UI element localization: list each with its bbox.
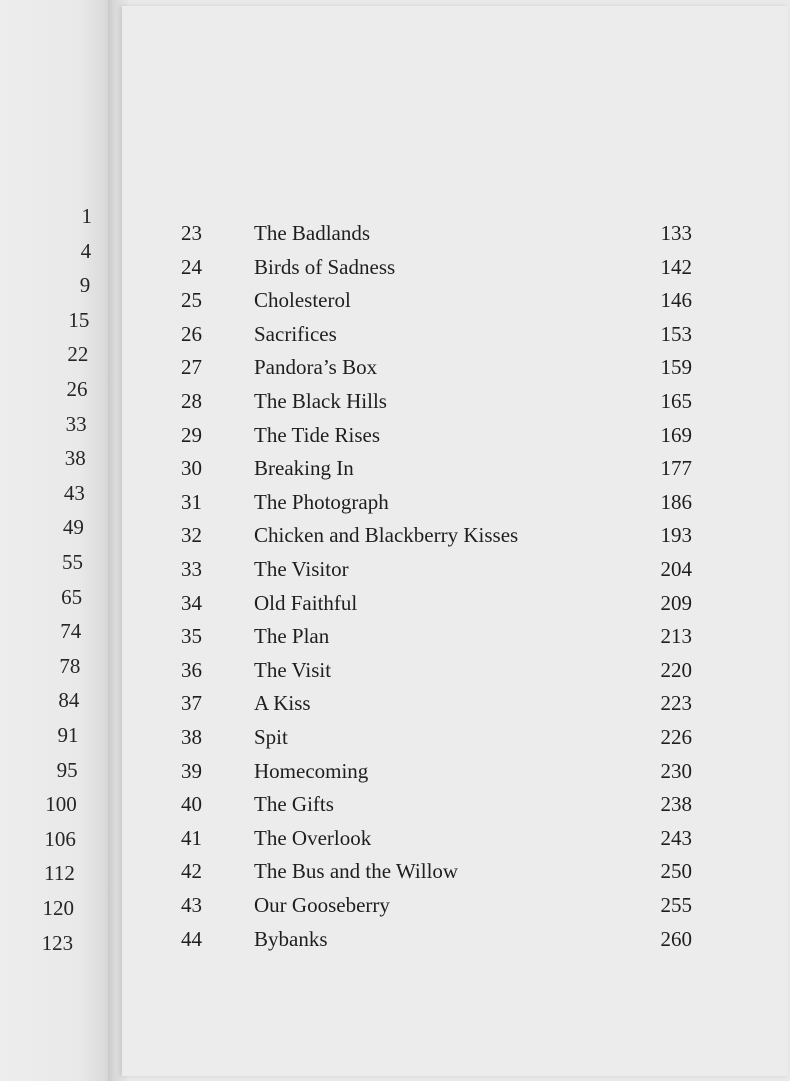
chapter-page-number: 204 xyxy=(660,557,692,581)
chapter-page-number: 213 xyxy=(660,624,692,649)
toc-entry xyxy=(0,686,790,720)
left-page-number: 22 xyxy=(67,342,89,367)
left-page-number: 78 xyxy=(59,653,81,678)
chapter-number: 32 xyxy=(181,523,202,548)
chapter-page-number: 243 xyxy=(660,825,692,850)
left-page-number: 100 xyxy=(45,792,77,817)
toc-entry xyxy=(0,317,790,351)
chapter-number: 25 xyxy=(181,288,202,313)
left-page-number: 112 xyxy=(44,861,75,886)
chapter-number: 42 xyxy=(181,859,202,884)
chapter-page-number: 153 xyxy=(660,321,692,346)
chapter-title: The Photograph xyxy=(254,489,389,514)
chapter-page-number: 223 xyxy=(660,691,692,716)
toc-entry xyxy=(0,922,790,956)
chapter-page-number: 159 xyxy=(660,355,692,380)
left-page-number: 1 xyxy=(81,204,92,228)
left-page-number: 15 xyxy=(68,307,90,332)
chapter-title: Our Gooseberry xyxy=(254,893,390,917)
chapter-page-number: 260 xyxy=(660,926,692,951)
chapter-number: 43 xyxy=(181,893,202,917)
left-page-number: 120 xyxy=(42,896,74,920)
chapter-number: 37 xyxy=(181,691,202,716)
chapter-number: 34 xyxy=(181,590,202,615)
left-page-number: 65 xyxy=(61,584,83,609)
chapter-title: The Tide Rises xyxy=(254,422,381,447)
toc-entry xyxy=(0,480,790,519)
chapter-page-number: 220 xyxy=(660,657,692,682)
chapter-title: Chicken and Blackberry Kisses xyxy=(254,523,519,548)
toc-entry xyxy=(0,586,790,620)
chapter-number: 24 xyxy=(181,254,202,279)
chapter-number: 39 xyxy=(181,758,202,783)
toc-entry xyxy=(0,854,790,888)
chapter-page-number: 165 xyxy=(660,389,692,413)
chapter-title: The Badlands xyxy=(254,221,371,245)
chapter-title: Homecoming xyxy=(254,758,369,783)
chapter-title: Birds of Sadness xyxy=(254,254,396,279)
left-page-number: 95 xyxy=(56,757,78,782)
chapter-title: Spit xyxy=(254,725,288,749)
chapter-number: 33 xyxy=(181,557,202,581)
chapter-number: 28 xyxy=(181,389,202,413)
chapter-title: Cholesterol xyxy=(254,288,351,313)
chapter-title: Bybanks xyxy=(254,926,328,951)
toc-entry xyxy=(0,787,790,821)
left-page-number: 123 xyxy=(41,930,74,955)
chapter-number: 35 xyxy=(181,624,202,649)
toc-entry xyxy=(0,216,790,250)
chapter-title: The Visit xyxy=(254,657,332,682)
chapter-title: The Bus and the Willow xyxy=(254,859,459,884)
left-page-number: 91 xyxy=(57,723,79,747)
toc-entry xyxy=(0,418,790,452)
chapter-number: 41 xyxy=(181,825,202,850)
chapter-page-number: 177 xyxy=(660,456,692,481)
toc-entry xyxy=(0,720,790,754)
toc-entry xyxy=(0,451,790,485)
chapter-number: 44 xyxy=(181,926,202,951)
chapter-title: The Gifts xyxy=(254,792,334,817)
chapter-page-number: 142 xyxy=(660,254,692,279)
left-page-number: 9 xyxy=(79,273,91,298)
chapter-number: 26 xyxy=(181,321,202,346)
chapter-number: 31 xyxy=(181,489,202,514)
chapter-page-number: 193 xyxy=(660,523,692,548)
chapter-title: A Kiss xyxy=(254,691,311,716)
left-page-number: 4 xyxy=(80,238,92,263)
toc-entry xyxy=(0,350,790,384)
toc-entry xyxy=(0,250,790,284)
left-page-number: 49 xyxy=(62,515,84,540)
toc-entry xyxy=(0,552,790,586)
chapter-number: 29 xyxy=(181,422,202,447)
chapter-page-number: 226 xyxy=(660,725,692,749)
toc-entry xyxy=(0,515,790,552)
chapter-number: 38 xyxy=(181,725,202,749)
left-page-number: 33 xyxy=(65,411,87,436)
chapter-page-number: 250 xyxy=(660,859,692,884)
chapter-number: 27 xyxy=(181,355,202,380)
left-page-number: 106 xyxy=(44,826,76,851)
chapter-page-number: 186 xyxy=(660,489,692,514)
chapter-title: The Plan xyxy=(254,624,330,649)
chapter-page-number: 169 xyxy=(660,422,692,447)
chapter-number: 23 xyxy=(181,221,202,245)
left-page-number: 26 xyxy=(66,377,88,401)
toc-entry xyxy=(0,283,790,317)
left-page-number: 74 xyxy=(60,619,82,644)
toc-entry xyxy=(0,619,790,653)
toc-entry xyxy=(0,888,790,922)
chapter-title: Sacrifices xyxy=(254,321,337,346)
chapter-page-number: 238 xyxy=(660,792,692,817)
chapter-page-number: 133 xyxy=(660,221,692,245)
left-page-number: 84 xyxy=(58,688,80,713)
toc-entry xyxy=(0,653,790,687)
chapter-number: 40 xyxy=(181,792,202,817)
chapter-page-number: 146 xyxy=(660,288,692,313)
toc-entry xyxy=(0,821,790,855)
chapter-title: The Overlook xyxy=(254,825,372,850)
chapter-title: Old Faithful xyxy=(254,590,358,615)
chapter-title: The Black Hills xyxy=(254,389,387,413)
left-page-number: 38 xyxy=(64,446,86,471)
chapter-page-number: 209 xyxy=(660,590,692,615)
toc-entry xyxy=(0,754,790,788)
left-page-number: 43 xyxy=(63,480,85,505)
toc-entry xyxy=(0,384,790,418)
left-page-number: 55 xyxy=(62,550,83,574)
chapter-title: The Visitor xyxy=(254,557,349,581)
chapter-page-number: 230 xyxy=(660,758,692,783)
chapter-title: Pandora’s Box xyxy=(254,355,378,380)
chapter-title: Breaking In xyxy=(254,456,354,481)
chapter-number: 30 xyxy=(181,456,202,481)
chapter-number: 36 xyxy=(181,657,202,682)
chapter-page-number: 255 xyxy=(660,893,692,917)
